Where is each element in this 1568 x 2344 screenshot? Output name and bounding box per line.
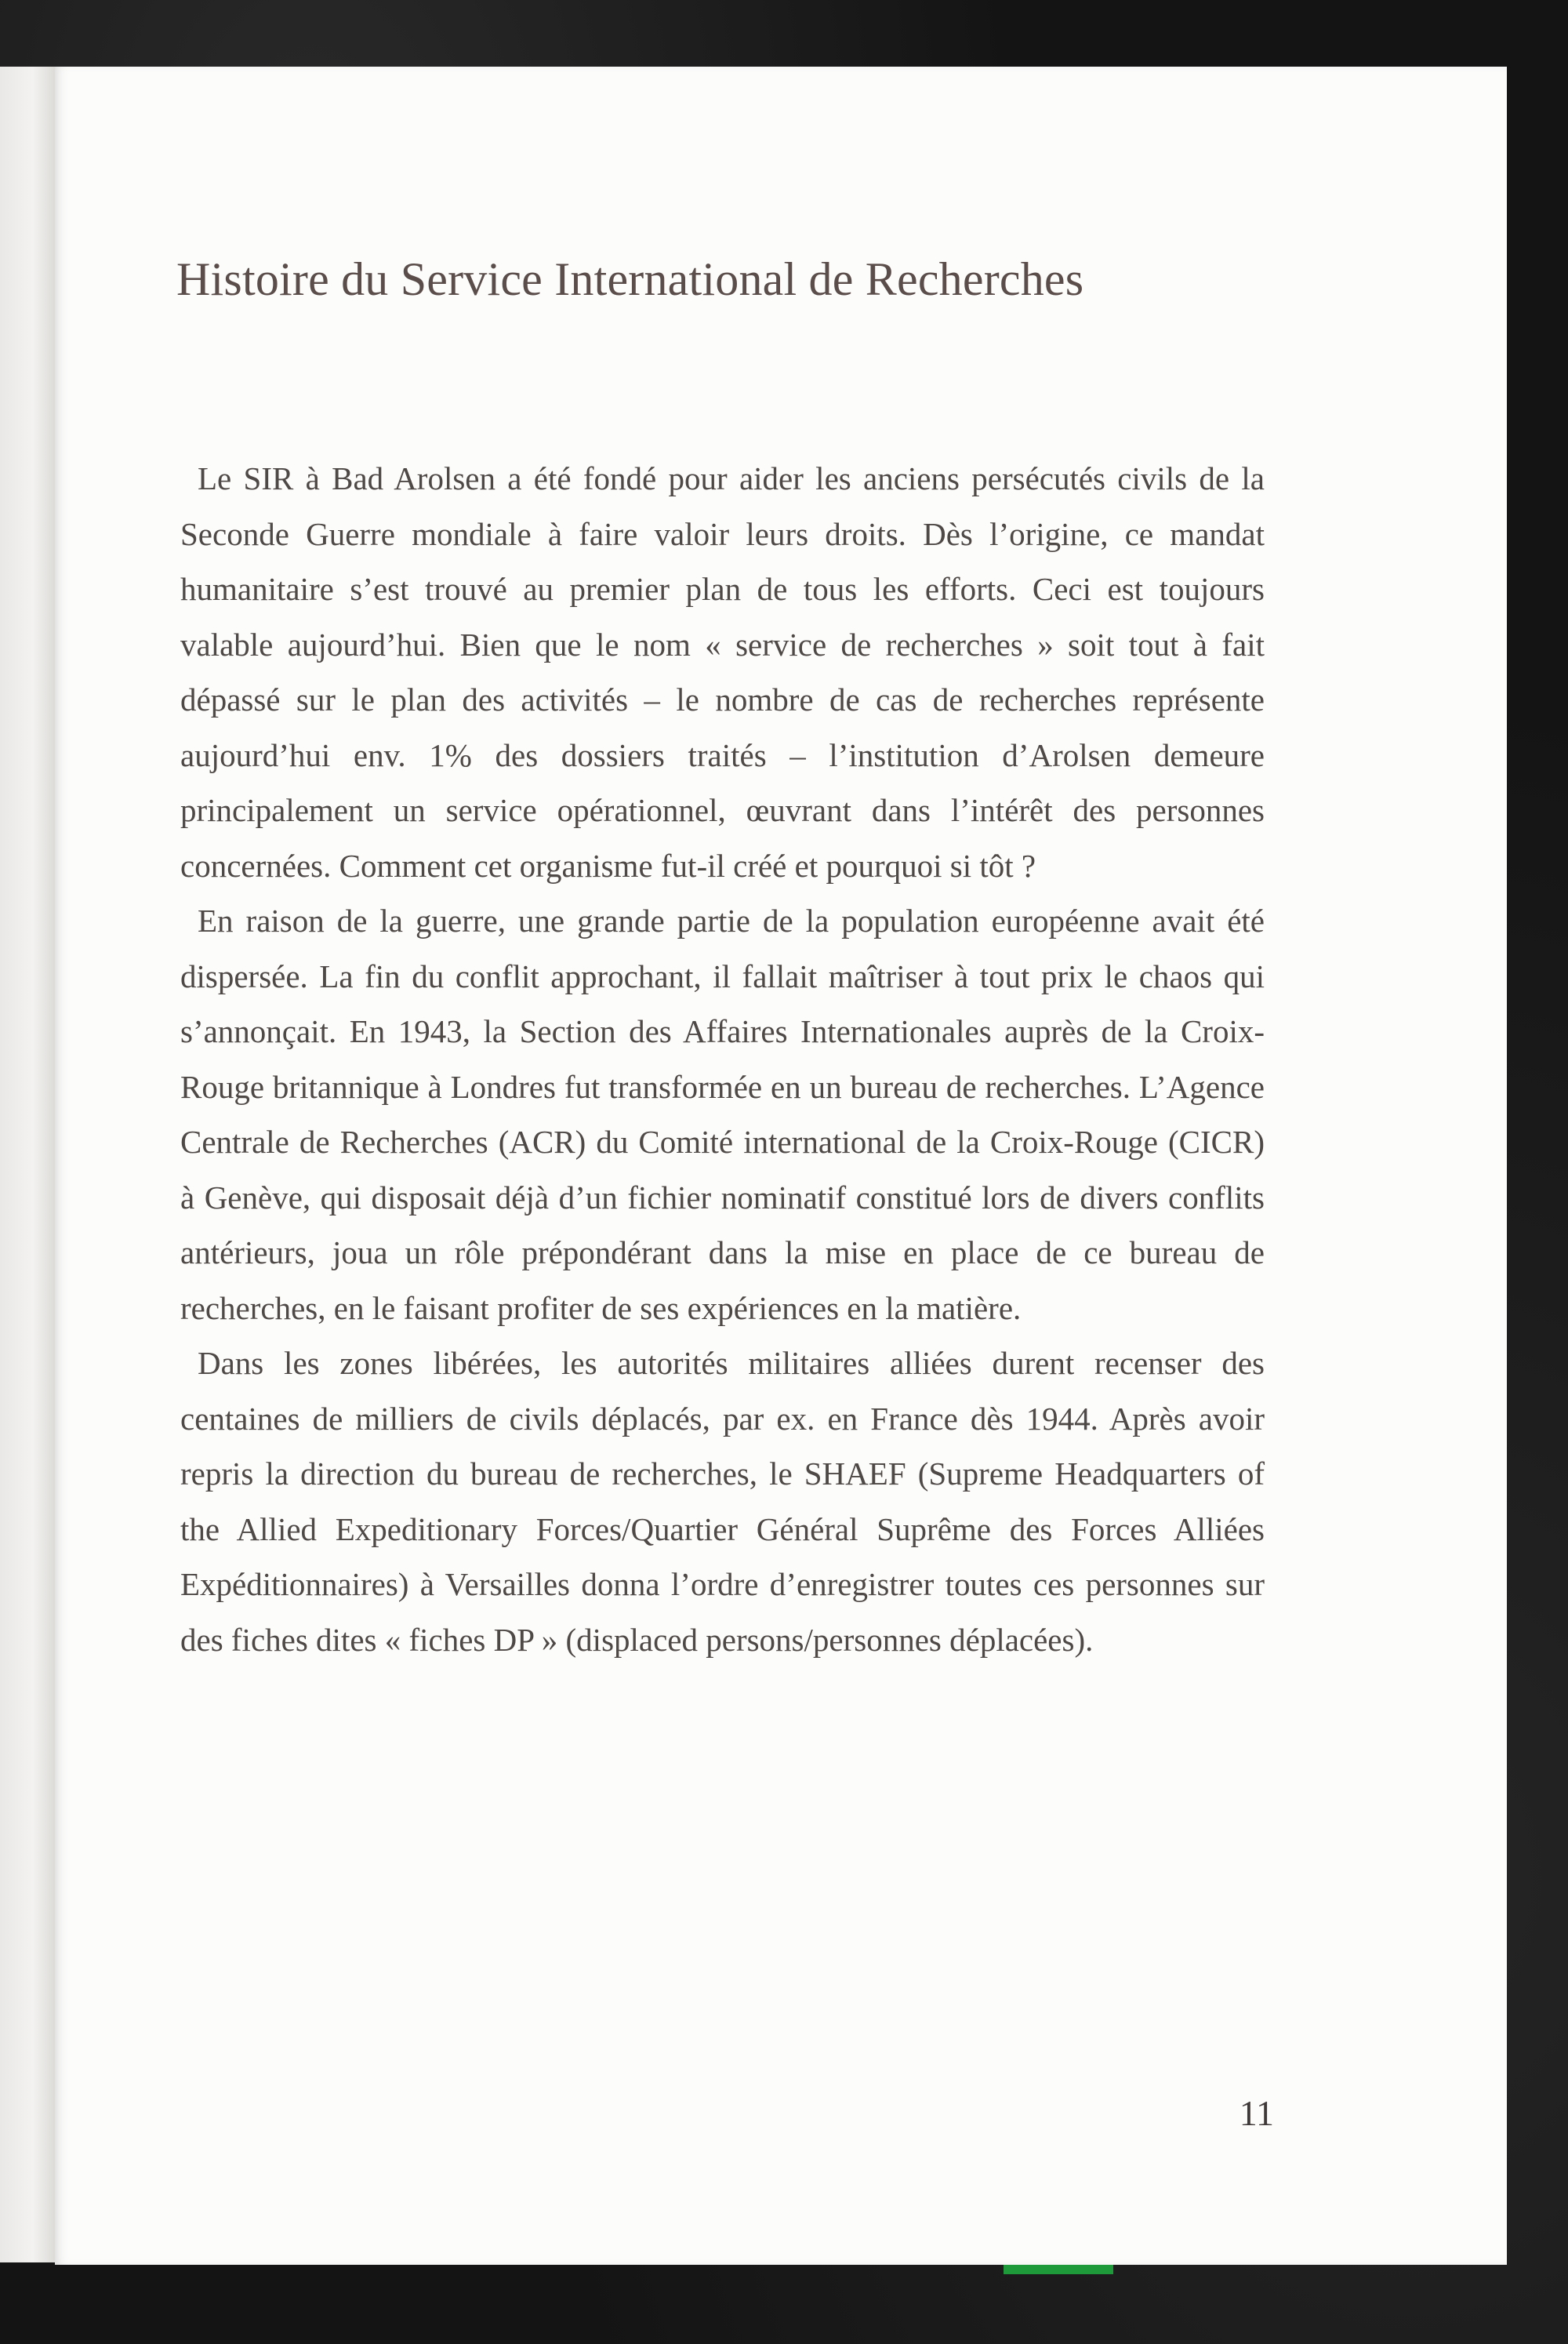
paragraph-3: Dans les zones libérées, les autorités militaires alliées durent recenser des centaines de milliers de civils déplacés, par ex. en France dès 1944. Après avoir repris la direction du bureau de recherches, le SHAEF (Supreme Headquarters of the Allied Expeditionary Forces/Quartier Général Suprême des Forces Alliées Expéditionnaires) à Versailles donna l’ordre d’enregistrer toutes ces personnes sur des fiches dites « fiches DP » (displaced persons/personnes déplacées). <box>180 1345 1265 1658</box>
green-tab-mark <box>1004 2265 1113 2274</box>
body-text <box>180 451 1265 1667</box>
page-fold <box>0 67 55 2262</box>
page-number: 11 <box>1239 2093 1274 2133</box>
paragraph-1: Le SIR à Bad Arolsen a été fondé pour aider les anciens persécutés civils de la Seconde Guerre mondiale à faire valoir leurs droits. Dès l’origine, ce mandat humanitaire s’est trouvé au premier plan de tous les efforts. Ceci est toujours valable aujourd’hui. Bien que le nom « service de recherches » soit tout à fait dépassé sur le plan des activités – le nombre de cas de recherches représente aujourd’hui env. 1% des dossiers traités – l’institution d’Arolsen demeure principalement un service opérationnel, œuvrant dans l’intérêt des personnes concernées. Comment cet organisme fut-il créé et pourquoi si tôt ? <box>180 460 1265 884</box>
page-title: Histoire du Service International de Recherches <box>176 253 1084 305</box>
paragraph-2: En raison de la guerre, une grande partie de la population européenne avait été dispersée. La fin du conflit approchant, il fallait maîtriser à tout prix le chaos qui s’annonçait. En 1943, la Section des Affaires Internationales auprès de la Croix-Rouge britannique à Londres fut transformée en un bureau de recherches. L’Agence Centrale de Recherches (ACR) du Comité international de la Croix-Rouge (CICR) à Genève, qui disposait déjà d’un fichier nominatif constitué lors de divers conflits antérieurs, joua un rôle prépondérant dans la mise en place de ce bureau de recherches, en le faisant profiter de ses expériences en la matière. <box>180 903 1265 1326</box>
